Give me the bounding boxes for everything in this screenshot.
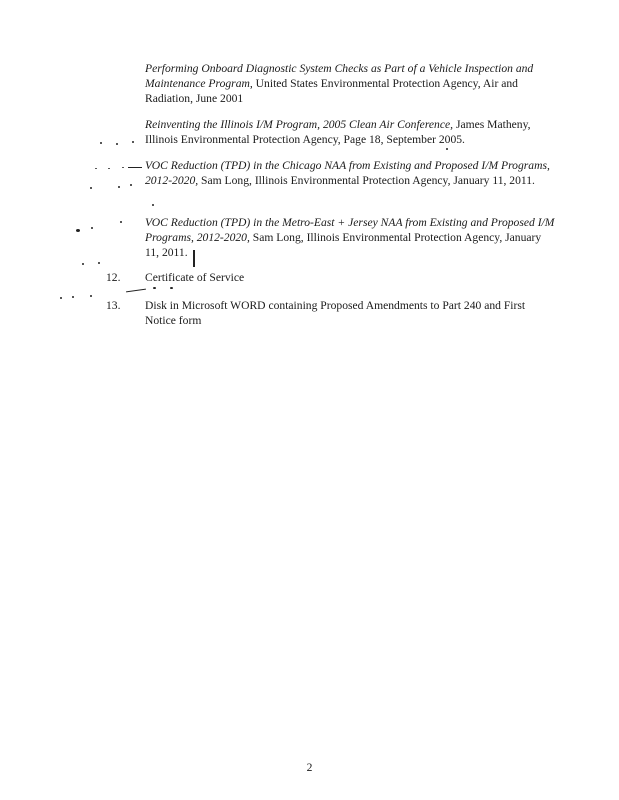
scan-mark — [128, 167, 142, 168]
scan-speck — [122, 167, 124, 168]
scan-speck — [446, 148, 448, 150]
scan-speck — [76, 229, 80, 232]
scan-speck — [90, 295, 92, 297]
scan-speck — [95, 168, 97, 169]
reference-detail: Sam Long, Illinois Environmental Protection Agency, January 11, 2011. — [145, 231, 542, 259]
reference-title: VOC Reduction (TPD) in the Chicago NAA from Existing and Proposed I/M Programs, 2012-2020, — [145, 159, 550, 187]
reference-detail: Sam Long, Illinois Environmental Protection Agency, January 11, 2011. — [201, 174, 535, 187]
reference-detail: James Matheny, Illinois Environmental Protection Agency, Page 18, September 2005. — [145, 118, 531, 146]
scan-speck — [108, 168, 110, 169]
scan-speck — [100, 142, 102, 144]
scan-speck — [82, 263, 84, 265]
scan-speck — [98, 262, 100, 264]
item-number: 12. — [106, 271, 121, 284]
scan-speck — [120, 221, 122, 223]
reference-detail: United States Environmental Protection Agency, Air and Radiation, June 2001 — [145, 77, 518, 105]
scan-speck — [118, 186, 120, 188]
item-text: Certificate of Service — [145, 271, 245, 284]
reference-title: Performing Onboard Diagnostic System Checks as Part of a Vehicle Inspection and Maintenance Program, — [145, 62, 534, 90]
reference-entry — [145, 61, 555, 106]
item-text: Disk in Microsoft WORD containing Proposed Amendments to Part 240 and First Notice form — [145, 299, 526, 327]
reference-entry — [145, 117, 555, 147]
scan-mark — [126, 289, 146, 293]
scan-speck — [116, 143, 118, 145]
reference-entry — [145, 158, 555, 188]
scan-speck — [132, 141, 134, 143]
scan-speck — [90, 187, 92, 189]
scan-speck — [72, 296, 74, 298]
scan-mark — [193, 250, 195, 267]
item-number: 13. — [106, 299, 121, 312]
scan-speck — [153, 287, 156, 289]
reference-title: VOC Reduction (TPD) in the Metro-East + Jersey NAA from Existing and Proposed I/M Programs, 2012-2020, — [145, 216, 555, 244]
scan-speck — [170, 287, 173, 289]
reference-title: Reinventing the Illinois I/M Program, 2005 Clean Air Conference, — [145, 118, 454, 131]
scan-speck — [130, 184, 132, 186]
page-number: 2 — [306, 761, 313, 774]
scan-speck — [152, 204, 154, 206]
reference-entry — [145, 215, 555, 260]
scan-speck — [91, 227, 93, 229]
scan-speck — [60, 297, 62, 299]
